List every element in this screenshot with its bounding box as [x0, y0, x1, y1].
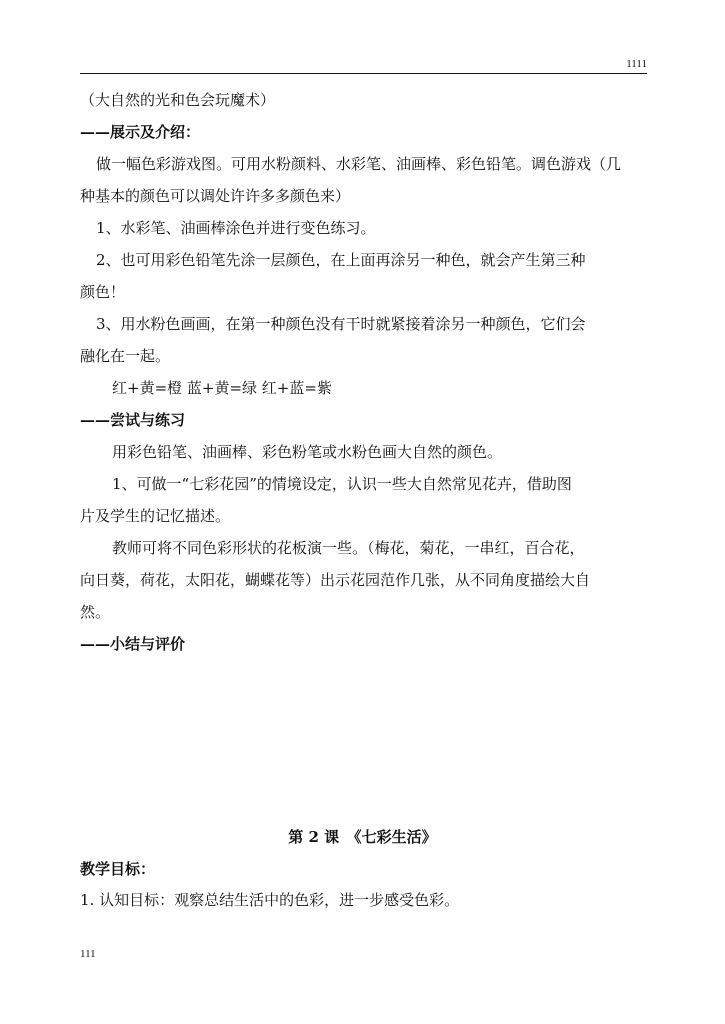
section-heading-show: ——展示及介绍： [80, 123, 201, 141]
text-line: 种基本的颜色可以调处许许多多颜色来） [80, 187, 351, 205]
text-line: 用彩色铅笔、油画棒、彩色粉笔或水粉色画大自然的颜色。 [112, 443, 503, 461]
footer-page-number: 111 [80, 948, 96, 960]
lesson-title: 第 2 课 《七彩生活》 [288, 828, 437, 846]
text-line: 融化在一起。 [80, 347, 171, 365]
text-line: 然。 [80, 603, 111, 621]
color-mix-formula: 红+黄=橙 蓝+黄=绿 红+蓝=紫 [112, 379, 332, 397]
text-line: （大自然的光和色会玩魔术） [80, 91, 276, 109]
text-line: 1、可做一“七彩花园”的情境设定，认识一些大自然常见花卉，借助图 [112, 475, 572, 493]
section-heading-summary: ——小结与评价 [80, 635, 186, 653]
objectives-heading: 教学目标： [80, 860, 156, 878]
text-line: 1、水彩笔、油画棒涂色并进行变色练习。 [96, 219, 376, 237]
text-line: 做一幅色彩游戏图。可用水粉颜料、水彩笔、油画棒、彩色铅笔。调色游戏（几 [96, 155, 622, 173]
header-page-number: 1111 [626, 58, 647, 70]
text-line: 2、也可用彩色铅笔先涂一层颜色，在上面再涂另一种色，就会产生第三种 [96, 251, 586, 269]
objective-item: 1. 认知目标：观察总结生活中的色彩，进一步感受色彩。 [80, 891, 460, 909]
text-line: 3、用水粉色画画，在第一种颜色没有干时就紧接着涂另一种颜色，它们会 [96, 315, 586, 333]
section-heading-practice: ——尝试与练习 [80, 411, 186, 429]
text-line: 颜色！ [80, 283, 126, 301]
text-line: 教师可将不同色彩形状的花板演一些。（梅花，菊花，一串红，百合花， [112, 539, 585, 557]
text-line: 片及学生的记忆描述。 [80, 507, 231, 525]
header-rule [80, 73, 647, 74]
text-line: 向日葵，荷花，太阳花，蝴蝶花等）出示花园范作几张，从不同角度描绘大自 [80, 571, 591, 589]
